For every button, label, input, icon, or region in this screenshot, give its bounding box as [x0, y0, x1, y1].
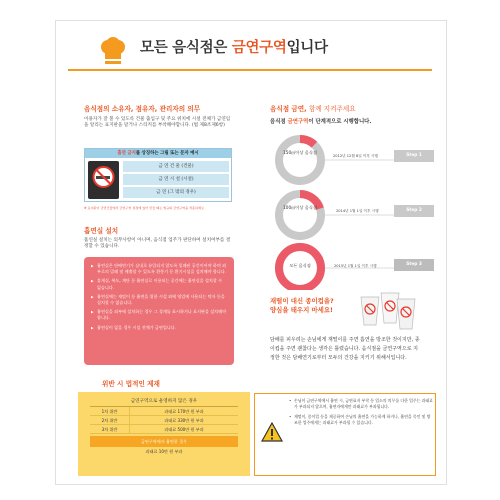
list-item: ▶ 흡연실을 외부에 설치하는 경우 그 경계를 표시하거나 표지판을 설치해야 합니다.: [91, 309, 227, 321]
cups-title-line2: 양심을 태우지 마세요!: [270, 305, 333, 314]
sign-table-head: [85, 149, 231, 158]
title-prefix: 모든 음식점은: [140, 40, 232, 56]
table-row: [90, 407, 238, 416]
cups-title: [270, 297, 334, 314]
step-circle-text: 100㎡이상 음식점: [283, 205, 317, 210]
step-label: Step 3: [394, 259, 434, 271]
sign-table: [84, 148, 232, 202]
rollout-subtitle: [270, 117, 371, 125]
table-row: [90, 416, 238, 425]
rollout-subtitle-highlight: 금연구역: [287, 119, 309, 125]
title-highlight: 금연구역: [231, 40, 287, 56]
no-smoking-icon: [88, 161, 119, 199]
step-date: 2015년 1월 1일 이후 시행: [334, 264, 377, 268]
smoking-room-title: 흡연실 설치: [84, 227, 119, 235]
penalty-key: 2차 위반: [90, 416, 130, 424]
list-item: ▶ 휴게실, 복도, 계단 등 흡연실로 이용되는 공간에는 흡연실을 설치할 수 없습니다.: [91, 278, 227, 290]
sign-row: 금 연 (그 밖의 경우): [123, 187, 229, 198]
sign-head-red: 흡연 금지: [117, 151, 136, 156]
list-item: ▶ 흡연실에는 재떨이 등 흡연을 위한 시설 외에 영업에 사용되는 탁자 등을 설치할 수 없습니다.: [91, 294, 227, 306]
penalty-last: 과태료 10만 원 부과: [145, 449, 183, 454]
penalty-value: 과태료 330만 원 부과: [164, 418, 204, 423]
list-item: ▶ 흡연실이 없을 경우 시설 전체가 금연입니다.: [91, 325, 227, 331]
sign-row: 금 연 시 설 (시설): [123, 174, 229, 185]
warning-icon: [261, 422, 283, 442]
sign-rows: [123, 161, 229, 198]
smoking-room-body: 흡연실 설치는 의무사항이 아니며, 음식점 업주가 판단하여 설치여부를 결정할 수 있습니다.: [84, 238, 231, 250]
list-item: • 손님이 금연구역에서 흡연 시, 금연표지 부착 등 업소의 의무를 다한 업주는 과태료가 부과되지 않으며, 흡연자에게만 과태료가 부과됩니다.: [289, 398, 433, 410]
paper-cups-image: [357, 289, 419, 335]
penalty-key: 1차 위반: [90, 407, 130, 415]
step-circle-text: 150㎡이상 음식점: [283, 150, 317, 155]
penalty-value: 과태료 170만 원 부과: [164, 409, 204, 414]
penalty-value: 과태료 500만 원 부과: [164, 427, 204, 432]
sign-head-suffix: 를 상징하는 그림 또는 문자 예시: [135, 151, 199, 156]
penalty-highlight: 금연구역에서 흡연한 경우: [90, 436, 238, 447]
warning-box: [254, 393, 436, 476]
penalty-box: [78, 392, 250, 476]
step-label: Step 2: [394, 205, 434, 217]
header-divider: [68, 69, 432, 71]
title-suffix: 입니다: [286, 40, 328, 56]
step-date: 2012년 12월 8일 이후 시행: [333, 154, 378, 158]
penalty-head: 금연구역으로 운영하지 않은 경우: [90, 396, 238, 407]
rollout-subtitle-suffix: 이 단계적으로 시행합니다.: [308, 119, 372, 125]
step-ring-track: [279, 139, 321, 181]
smoking-room-box: [84, 257, 234, 365]
cups-title-line1: 재떨이 대신 종이컵을?: [270, 297, 334, 305]
list-item: ▶ 흡연실은 단배연기가 실내로 유입되지 않도록 밀폐된 공간이어야 하며 외부로의 밀폐 및 배출할 수 있도록 환풍기 등 환기시설을 설치해야 합니다.: [91, 263, 227, 275]
step-label: Step 1: [394, 150, 434, 162]
chef-hat-icon: [97, 35, 129, 67]
step-date: 2014년 1월 1일 이후 시행: [336, 209, 379, 213]
warning-list: [289, 398, 433, 430]
no-smoking-sign: [88, 161, 119, 199]
obligation-title: 음식점의 소유자, 점유자, 관리자의 의무: [84, 105, 201, 113]
sign-row: 금 연 건 물 (건물): [123, 161, 229, 172]
rollout-title-prefix: 음식점 금연,: [270, 105, 309, 113]
table-row: [90, 425, 238, 434]
rollout-title-suffix: 함께 지켜주세요: [308, 105, 356, 113]
penalty-key: 3차 위반: [90, 425, 130, 433]
sign-table-note: ※ 표지판이 금연건물에서 금연구역 설정에 있어 만들 때는 법규의 금연구역을 적용하세요: [84, 206, 205, 210]
list-item: • 재떨이, 종이컵 등을 제공하여 손님의 흡연을 가능하게 하거나, 흡연을 묵인 및 방조한 업주에게는 과태료가 부과될 수 있습니다.: [289, 414, 433, 426]
page-title: [140, 36, 328, 57]
obligation-body: 이용자가 잘 볼 수 있도록 건물 출입구 및 주요 위치에 시설 전체가 금연임을 알리는 표지판을 달거나 스티커를 부착해야합니다. (법 제8조제6항): [84, 117, 231, 129]
penalty-title: 위반 시 법적인 제재: [102, 380, 160, 388]
rollout-title: [270, 103, 356, 113]
step-circle-text: 모든 음식점: [289, 263, 311, 268]
cups-body: 담배를 피우려는 손님에게 재떨이를 주면 흡연을 방조한 것이지만, 종이컵을 주면 괜찮다는 생각은 틀렸습니다. 음식점을 금연구역으로 지정한 것은 담배연기로부터 모두의 건강을 지키기 위해서입니다.: [270, 337, 420, 361]
rollout-subtitle-prefix: 음식점: [270, 119, 288, 125]
